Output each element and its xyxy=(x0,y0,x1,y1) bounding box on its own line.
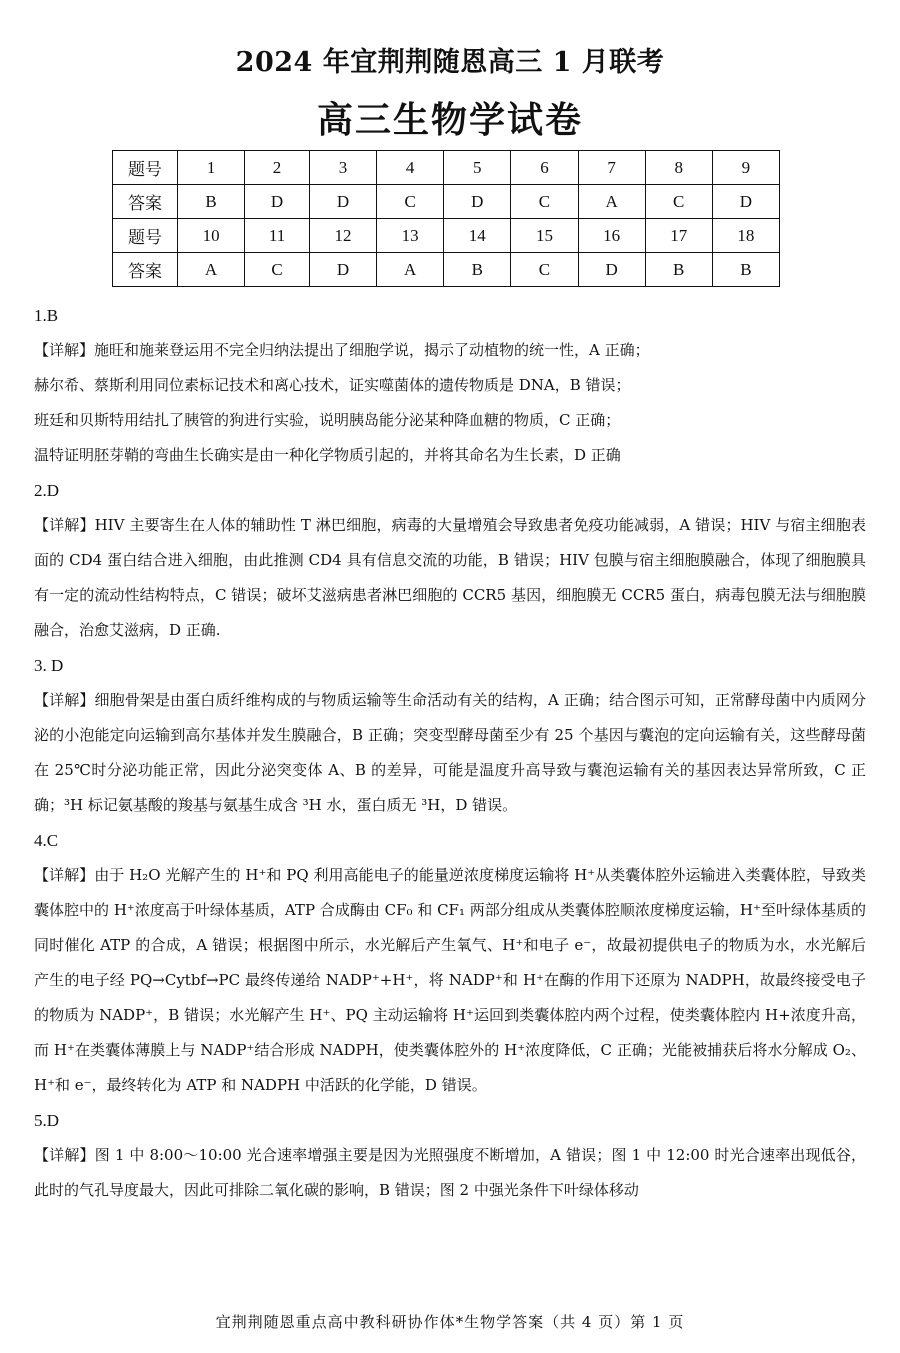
question-explanation xyxy=(34,473,866,648)
answer-table-cell: 1 xyxy=(178,151,245,185)
answer-table-cell: 18 xyxy=(712,219,779,253)
answer-table-cell: A xyxy=(178,253,245,287)
question-number: 4.C xyxy=(34,831,59,850)
answer-table-row-header: 答案 xyxy=(113,185,178,219)
explanation-paragraph: 温特证明胚芽鞘的弯曲生长确实是由一种化学物质引起的，并将其命名为生长素，D 正确 xyxy=(34,446,621,464)
answer-table-cell: C xyxy=(645,185,712,219)
answer-table-cell: D xyxy=(245,185,310,219)
explanations xyxy=(34,298,866,1208)
answer-table-cell: C xyxy=(511,253,578,287)
answer-table-row xyxy=(113,253,780,287)
answer-table-cell: B xyxy=(712,253,779,287)
answer-table-row xyxy=(113,151,780,185)
question-explanation xyxy=(34,648,866,823)
explanation-paragraph: 【详解】由于 H₂O 光解产生的 H⁺和 PQ 利用高能电子的能量逆浓度梯度运输将 H⁺从类囊体腔外运输进入类囊体腔，导致类囊体腔中的 H⁺浓度高于叶绿体基质，ATP 合成酶由 CF₀ 和 CF₁ 两部分组成从类囊体腔顺浓度梯度运输，H⁺至叶绿体基质的同时催化 ATP 的合成，A 错误；根据图中所示，水光解后产生氧气、H⁺和电子 e⁻，故最初提供电子的物质为水，水光解后产生的电子经 PQ→Cytbf→PC 最终传递给 NADP⁺+H⁺，将 NADP⁺和 H⁺在酶的作用下还原为 NADPH，故最终接受电子的物质为 NADP⁺，B 错误；水光解产生 H⁺、PQ 主动运输将 H⁺运回到类囊体腔内两个过程，使类囊体腔内 H+浓度升高，而 H⁺在类囊体薄膜上与 NADP⁺结合形成 NADPH，使类囊体腔外的 H⁺浓度降低，C 正确；光能被捕获后将水分解成 O₂、H⁺和 e⁻，最终转化为 ATP 和 NADPH 中活跃的化学能，D 错误。 xyxy=(34,866,866,1094)
answer-table-cell: 4 xyxy=(377,151,444,185)
answer-table-cell: 16 xyxy=(578,219,645,253)
exam-subtitle: 高三生物学试卷 xyxy=(316,99,583,141)
answer-table-cell: 7 xyxy=(578,151,645,185)
answer-table-cell: 15 xyxy=(511,219,578,253)
answer-table-row-header: 答案 xyxy=(113,253,178,287)
answer-table-cell: 8 xyxy=(645,151,712,185)
answer-table-row-header: 题号 xyxy=(113,151,178,185)
answer-table-cell: C xyxy=(511,185,578,219)
explanation-paragraph: 【详解】施旺和施莱登运用不完全归纳法提出了细胞学说，揭示了动植物的统一性，A 正确； xyxy=(34,341,650,359)
answer-table-cell: B xyxy=(178,185,245,219)
answer-table-cell: D xyxy=(578,253,645,287)
answer-table-row xyxy=(113,185,780,219)
answer-table-cell: D xyxy=(309,253,376,287)
answer-table-cell: A xyxy=(377,253,444,287)
answer-table-cell: 2 xyxy=(245,151,310,185)
answer-table xyxy=(112,150,780,287)
answer-table-row xyxy=(113,219,780,253)
answer-table-cell: B xyxy=(645,253,712,287)
answer-table-cell: A xyxy=(578,185,645,219)
answer-table-cell: 3 xyxy=(309,151,376,185)
explanation-paragraph: 【详解】HIV 主要寄生在人体的辅助性 T 淋巴细胞，病毒的大量增殖会导致患者免疫功能减弱，A 错误；HIV 与宿主细胞表面的 CD4 蛋白结合进入细胞，由此推测 CD4 具有信息交流的功能，B 错误；HIV 包膜与宿主细胞膜融合，体现了细胞膜具有一定的流动性结构特点，C 错误；破坏艾滋病患者淋巴细胞的 CCR5 基因，细胞膜无 CCR5 蛋白，病毒包膜无法与细胞膜融合，治愈艾滋病，D 正确. xyxy=(34,516,866,639)
explanation-paragraph: 班廷和贝斯特用结扎了胰管的狗进行实验，说明胰岛能分泌某种降血糖的物质，C 正确； xyxy=(34,411,621,429)
answer-table-cell: C xyxy=(245,253,310,287)
question-number: 1.B xyxy=(34,306,59,325)
question-number: 3. D xyxy=(34,656,64,675)
question-explanation xyxy=(34,1103,866,1208)
answer-table-cell: D xyxy=(309,185,376,219)
answer-table-cell: D xyxy=(712,185,779,219)
answer-table-cell: D xyxy=(444,185,511,219)
question-number: 5.D xyxy=(34,1111,60,1130)
answer-table-cell: B xyxy=(444,253,511,287)
answer-table-cell: 13 xyxy=(377,219,444,253)
answer-table-cell: 9 xyxy=(712,151,779,185)
answer-table-cell: C xyxy=(377,185,444,219)
answer-table-cell: 10 xyxy=(178,219,245,253)
explanation-paragraph: 【详解】图 1 中 8:00～10:00 光合速率增强主要是因为光照强度不断增加，A 错误；图 1 中 12:00 时光合速率出现低谷，此时的气孔导度最大，因此可排除二氧化碳的影响，B 错误；图 2 中强光条件下叶绿体移动 xyxy=(34,1146,866,1199)
question-explanation xyxy=(34,298,866,473)
question-number: 2.D xyxy=(34,481,60,500)
explanation-paragraph: 【详解】细胞骨架是由蛋白质纤维构成的与物质运输等生命活动有关的结构，A 正确；结合图示可知，正常酵母菌中内质网分泌的小泡能定向运输到高尔基体并发生膜融合，B 正确；突变型酵母菌至少有 25 个基因与囊泡的定向运输有关，这些酵母菌在 25℃时分泌功能正常，因此分泌突变体 A、B 的差异，可能是温度升高导致与囊泡运输有关的基因表达异常所致，C 正确；³H 标记氨基酸的羧基与氨基生成含 ³H 水，蛋白质无 ³H，D 错误。 xyxy=(34,691,866,814)
answer-table-cell: 12 xyxy=(309,219,376,253)
answer-table-cell: 6 xyxy=(511,151,578,185)
page-footer: 宜荆荆随恩重点高中教科研协作体*生物学答案（共 4 页）第 1 页 xyxy=(215,1313,685,1331)
explanation-paragraph: 赫尔希、蔡斯利用同位素标记技术和离心技术，证实噬菌体的遗传物质是 DNA，B 错误； xyxy=(34,376,631,394)
answer-table-cell: 14 xyxy=(444,219,511,253)
question-explanation xyxy=(34,823,866,1103)
answer-table-row-header: 题号 xyxy=(113,219,178,253)
answer-table-cell: 5 xyxy=(444,151,511,185)
answer-table-cell: 11 xyxy=(245,219,310,253)
answer-table-cell: 17 xyxy=(645,219,712,253)
exam-title: 2024 年宜荆荆随恩高三 1 月联考 xyxy=(235,47,665,78)
